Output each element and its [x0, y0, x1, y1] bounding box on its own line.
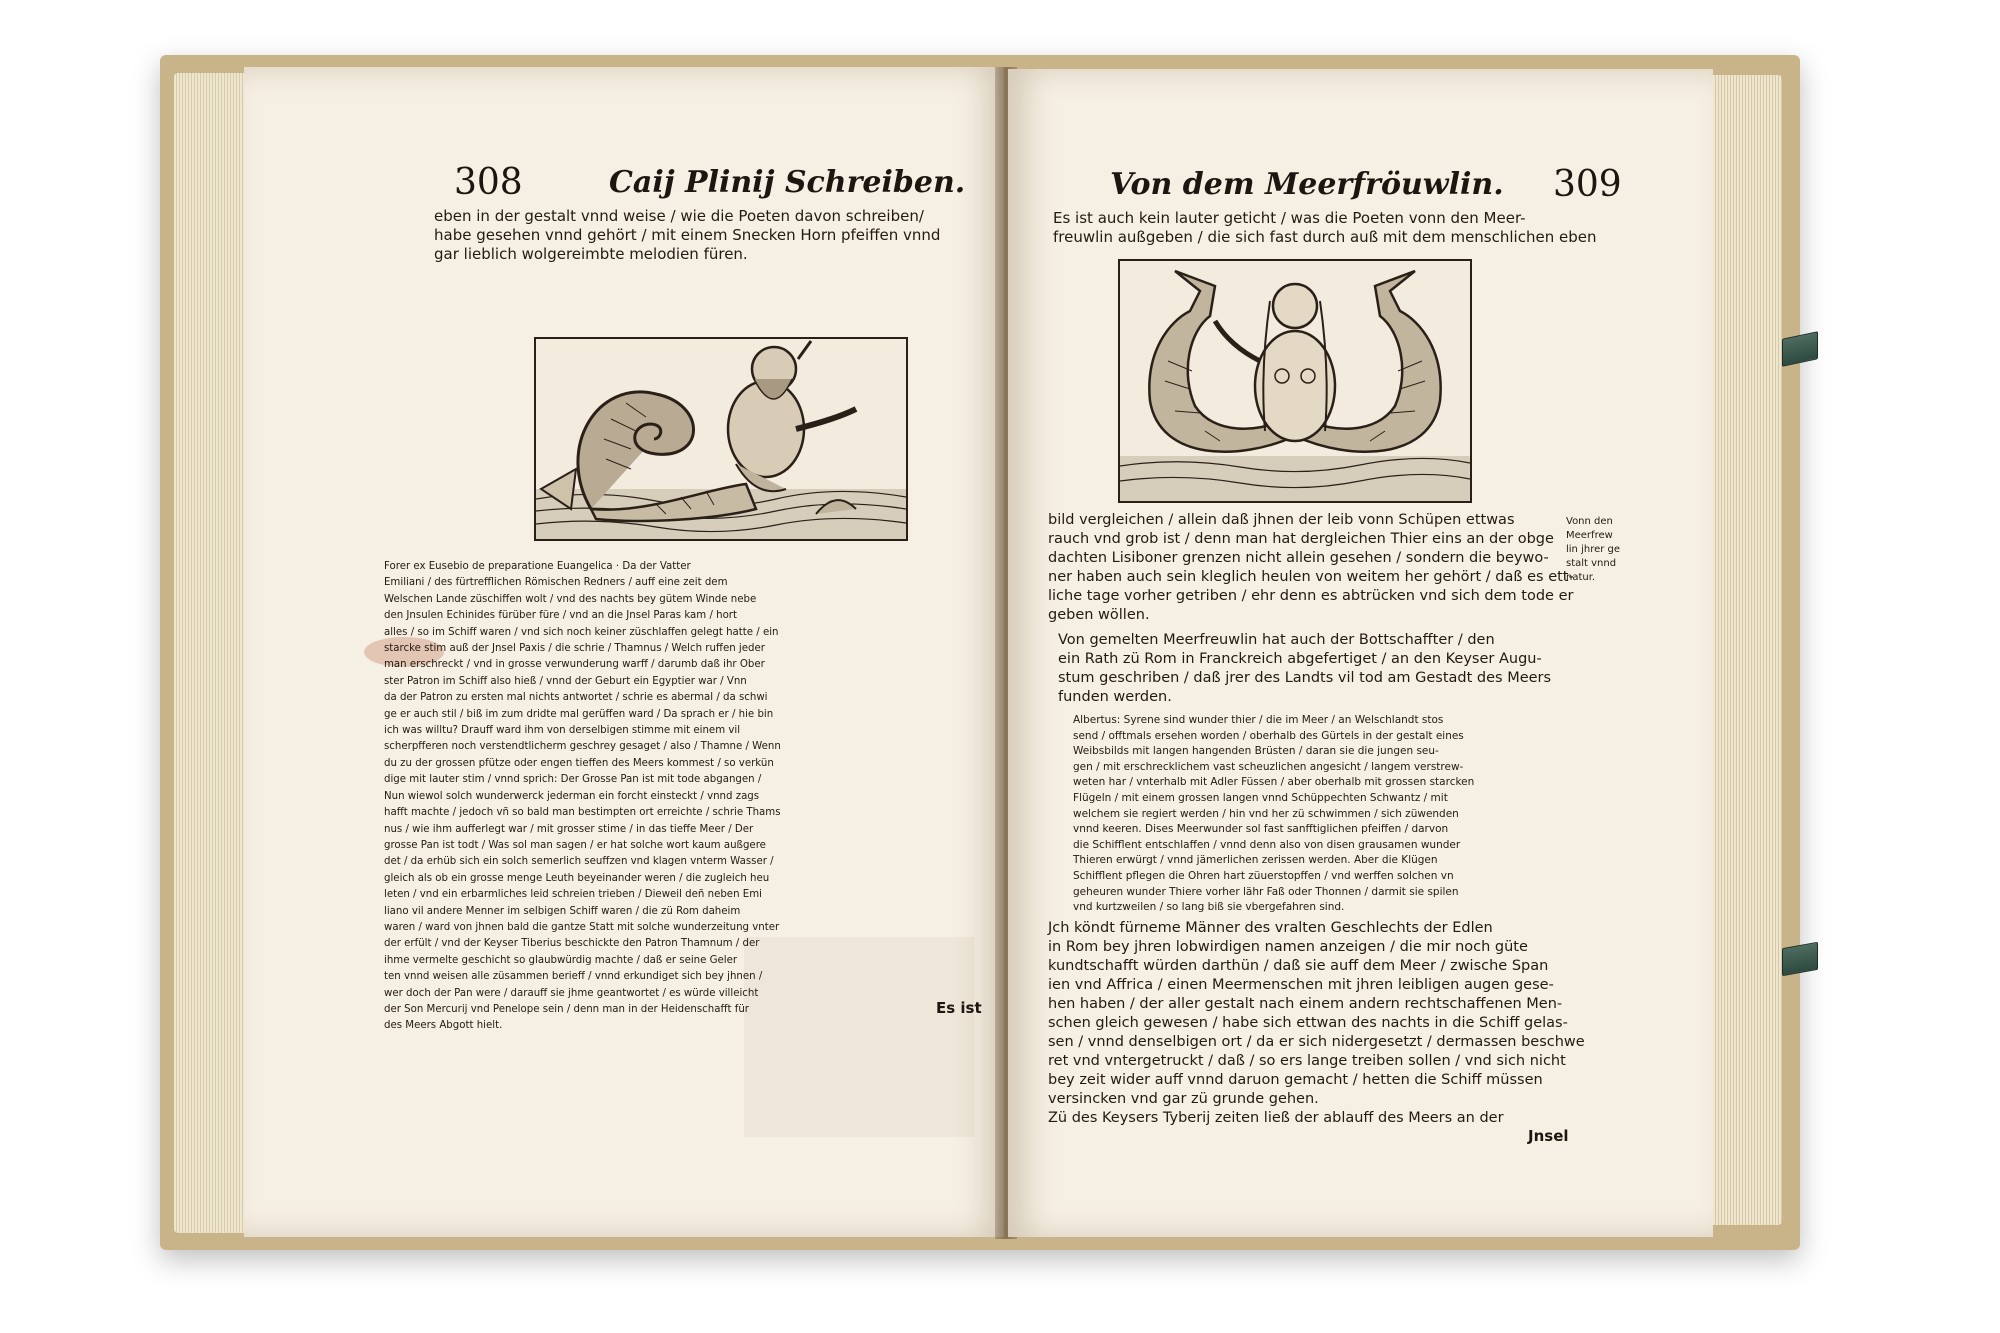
text-line: Nun wiewol solch wunderwerck jederman ein forcht einsteckt / vnnd zags	[384, 790, 760, 802]
text-line: ich was willtu? Drauff ward ihm von derselbigen stimme mit einem vil	[384, 725, 741, 737]
text-line: alles / so im Schiff waren / vnd sich noch keiner züschlaffen gelegt hatte / ein	[384, 626, 779, 638]
text-line: ster Patron im Schiff also hieß / vnnd der Geburt ein Egyptier war / Vnn	[384, 675, 747, 687]
text-line: bild vergleichen / allein daß jhnen der leib vonn Schüpen ettwas	[1048, 512, 1515, 528]
text-line: Emiliani / des fürtrefflichen Römischen Redners / auff eine zeit dem	[384, 577, 728, 589]
text-line: Schifflent pflegen die Ohren hart züuerstopffen / vnd werffen solchen vn	[1073, 869, 1454, 882]
text-line: weten har / vnterhalb mit Adler Füssen / aber oberhalb mit grossen starcken	[1073, 776, 1475, 789]
text-line: freuwlin außgeben / die sich fast durch auß mit dem menschlichen eben	[1053, 228, 1597, 246]
text-line: scherpfferen noch verstendtlicherm geschrey gesaget / also / Thamne / Wenn	[384, 741, 781, 753]
text-line: man erschreckt / vnd in grosse verwunderung warff / darumb daß ihr Ober	[384, 659, 765, 671]
open-book	[160, 55, 1800, 1250]
text-line: der erfült / vnd der Keyser Tiberius beschickte den Patron Thamnum / der	[384, 938, 760, 950]
text-line: den Jnsulen Echinides fürüber füre / vnd an die Jnsel Paras kam / hort	[384, 610, 737, 622]
text-line: sen / vnnd denselbigen ort / da er sich nidergesetzt / dermassen beschwe	[1048, 1034, 1585, 1050]
text-line: habe gesehen vnnd gehört / mit einem Snecken Horn pfeiffen vnnd	[434, 226, 941, 244]
margin-note	[1566, 515, 1646, 585]
text-line: geheuren wunder Thiere vorher lähr Faß oder Thonnen / darmit sie spilen	[1073, 885, 1459, 898]
intro-text	[1053, 209, 1597, 247]
left-page	[244, 67, 1004, 1237]
text-line: liano vil andere Menner im selbigen Schiff waren / die zü Rom daheim	[384, 905, 741, 917]
text-line: in Rom bey jhren lobwirdigen namen anzeigen / die mir noch güte	[1048, 939, 1528, 955]
text-line: stum geschriben / daß jrer des Landts vil tod am Gestadt des Meers	[1058, 670, 1552, 686]
text-line: gar lieblich wolgereimbte melodien füren.	[434, 245, 748, 263]
text-line: Von gemelten Meerfreuwlin hat auch der Bottschaffter / den	[1058, 632, 1495, 648]
text-line: waren / ward von jhnen bald die gantze Statt mit solche wunderzeitung vnter	[384, 921, 780, 933]
running-title: Von dem Meerfröuwlin.	[1110, 167, 1504, 202]
text-line: send / offtmals ersehen worden / oberhalb des Gürtels in der gestalt eines	[1073, 729, 1464, 742]
text-line: det / da erhüb sich ein solch semerlich seuffzen vnd klagen vnterm Wasser /	[384, 856, 774, 868]
text-line: vnnd keeren. Dises Meerwunder sol fast sanfftiglichen pfeiffen / darvon	[1073, 823, 1449, 836]
text-line: ner haben auch sein kleglich heulen von weitem her gehört / daß es ett-	[1048, 569, 1574, 585]
text-line: die Schifflent entschlaffen / vnnd denn also von disen grausamen wunder	[1073, 838, 1461, 851]
paragraph-4	[1048, 919, 1585, 1128]
page-edges-left	[174, 73, 244, 1233]
mermaid-illustration	[1120, 261, 1470, 501]
text-line: hen haben / der aller gestalt nach einem andern rechtschaffenen Men-	[1048, 996, 1563, 1012]
triton-woodcut	[534, 337, 908, 541]
text-line: da der Patron zu ersten mal nichts antwortet / schrie es abermal / da schwi	[384, 692, 768, 704]
clasp-top	[1782, 331, 1818, 367]
text-line: ret vnd vntergetruckt / daß / so ers lange treiben sollen / vnd sich nicht	[1048, 1053, 1566, 1069]
text-line: Zü des Keysers Tyberij zeiten ließ der ablauff des Meers an der	[1048, 1110, 1504, 1126]
text-line: eben in der gestalt vnnd weise / wie die Poeten davon schreiben/	[434, 207, 924, 225]
text-line: Weibsbilds mit langen hangenden Brüsten / daran sie die jungen seu-	[1073, 745, 1439, 758]
text-line: schen gleich gewesen / habe sich ettwan des nachts in die Schiff gelas-	[1048, 1015, 1568, 1031]
text-line: des Meers Abgott hielt.	[384, 1020, 503, 1032]
text-line: ihme vermelte geschicht so glaubwürdig machte / daß er seine Geler	[384, 954, 738, 966]
text-line: gleich als ob ein grosse menge Leuth beyeinander weren / die zugleich heu	[384, 872, 770, 884]
triton-illustration	[536, 339, 906, 539]
text-line: Flügeln / mit einem grossen langen vnnd Schüppechten Schwantz / mit	[1073, 791, 1448, 804]
text-line: Vonn den	[1566, 516, 1613, 527]
mermaid-woodcut	[1118, 259, 1472, 503]
text-line: ten vnnd weisen alle züsammen berieff / vnnd erkundiget sich bey jhnen /	[384, 971, 763, 983]
text-line: kundtschafft würden darthün / daß sie auff dem Meer / zwische Span	[1048, 958, 1549, 974]
text-line: stalt vnnd	[1566, 558, 1617, 569]
text-line: Es ist auch kein lauter geticht / was die Poeten vonn den Meer-	[1053, 209, 1526, 227]
text-line: Albertus: Syrene sind wunder thier / die im Meer / an Welschlandt stos	[1073, 714, 1444, 726]
text-line: rauch vnd grob ist / denn man hat dergleichen Thier eins an der obge	[1048, 531, 1554, 547]
text-line: versincken vnd gar zü grunde gehen.	[1048, 1091, 1319, 1107]
text-line: du zu der grossen pfütze oder engen tieffen des Meers kommest / so verkün	[384, 757, 774, 769]
text-line: der Son Mercurij vnd Penelope sein / denn man in der Heidenschafft für	[384, 1003, 749, 1015]
text-line: dachten Lisiboner grenzen nicht allein gesehen / sondern die beywo-	[1048, 550, 1549, 566]
text-line: natur.	[1566, 572, 1596, 583]
text-line: bey zeit wider auff vnnd daruon gemacht / hetten die Schiff müssen	[1048, 1072, 1543, 1088]
text-line: Meerfrew	[1566, 530, 1613, 541]
page-number: 308	[454, 162, 523, 203]
text-line: welchem sie regiert werden / hin vnd her zü schwimmen / sich züwenden	[1073, 807, 1459, 820]
text-line: dige mit lauter stim / vnnd sprich: Der Grosse Pan ist mit tode abgangen /	[384, 774, 762, 786]
text-line: nus / wie ihm aufferlegt war / mit grosser stime / in das tieffe Meer / Der	[384, 823, 754, 835]
text-line: ge er auch stil / biß im zum dridte mal gerüffen ward / Da sprach er / hie bin	[384, 708, 774, 720]
text-line: Welschen Lande züschiffen wolt / vnd des nachts bey gütem Winde nebe	[384, 593, 757, 605]
text-line: ien vnd Affrica / einen Meermenschen mit jhren leibligen augen gese-	[1048, 977, 1554, 993]
paragraph-1	[1048, 511, 1574, 625]
text-line: Forer ex Eusebio de preparatione Euangelica · Da der Vatter	[384, 561, 691, 572]
text-line: liche tage vorher getriben / ehr denn es abtrücken vnd sich dem tode er	[1048, 588, 1574, 604]
text-line: ein Rath zü Rom in Franckreich abgefertiget / an den Keyser Augu-	[1058, 651, 1542, 667]
text-line: lin jhrer ge	[1566, 544, 1621, 555]
text-line: Thieren erwürgt / vnnd jämerlichen zerissen werden. Aber die Klügen	[1073, 854, 1438, 867]
text-line: starcke stim auß der Jnsel Paxis / die schrie / Thamnus / Welch ruffen jeder	[384, 643, 765, 655]
catchword: Es ist	[936, 999, 982, 1017]
text-line: vnd kurtzweilen / so lang biß sie vbergefahren sind.	[1073, 901, 1345, 914]
intro-text	[434, 207, 994, 264]
clasp-bottom	[1782, 942, 1818, 976]
text-line: funden werden.	[1058, 689, 1172, 705]
text-line: grosse Pan ist todt / Was sol man sagen / er hat solche wort kaum außgere	[384, 839, 766, 851]
page-edges-right	[1710, 75, 1782, 1225]
paragraph-2	[1058, 631, 1558, 707]
text-line: wer doch der Pan were / darauff sie jhme geantwortet / es würde villeicht	[384, 987, 759, 999]
right-page	[1008, 69, 1713, 1237]
text-line: Jch köndt fürneme Männer des vralten Geschlechts der Edlen	[1048, 920, 1493, 936]
running-title: Caij Plinij Schreiben.	[609, 165, 966, 200]
catchword: Jnsel	[1528, 1127, 1569, 1145]
body-text	[384, 559, 994, 1035]
page-number: 309	[1553, 164, 1622, 205]
text-line: gen / mit erschrecklichem vast scheuzlichen angesicht / langem verstrew-	[1073, 760, 1464, 773]
paragraph-3	[1073, 713, 1563, 916]
text-line: geben wöllen.	[1048, 607, 1150, 623]
text-line: hafft machte / jedoch vñ so bald man bestimpten ort erreichte / schrie Thams	[384, 807, 781, 819]
text-line: leten / vnd ein erbarmliches leid schreien trieben / Dieweil deñ neben Emi	[384, 889, 762, 901]
